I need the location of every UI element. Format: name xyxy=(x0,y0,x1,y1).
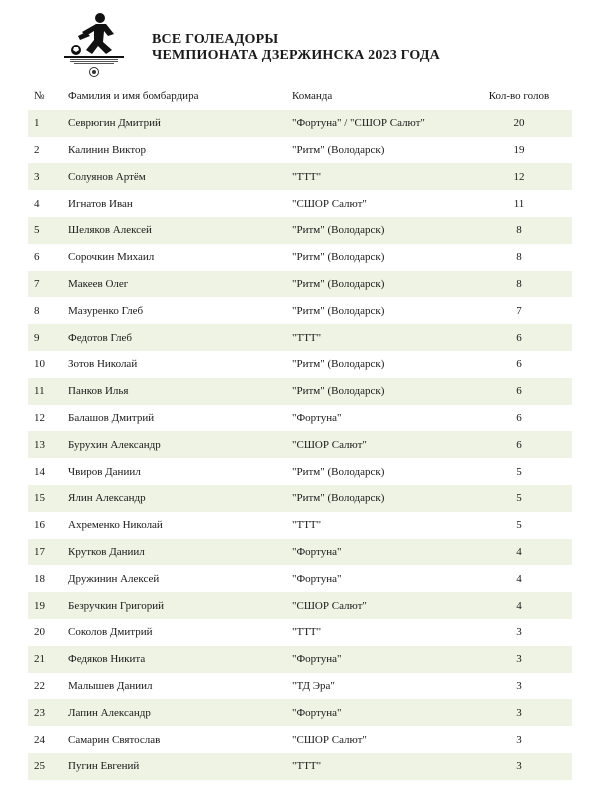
cell-team: "СШОР Салют" xyxy=(292,733,367,746)
cell-team: "Ритм" (Володарск) xyxy=(292,277,385,290)
cell-team: "ТТТ" xyxy=(292,519,322,532)
cell-team: "Фортуна" xyxy=(292,572,342,585)
table-row xyxy=(28,592,572,619)
cell-number: 10 xyxy=(34,358,45,371)
cell-team: "ТД Эра" xyxy=(292,679,335,692)
title-line-1: ВСЕ ГОЛЕАДОРЫ xyxy=(152,32,279,47)
column-header-team: Команда xyxy=(292,90,333,103)
cell-number: 23 xyxy=(34,706,45,719)
cell-scorer-name: Бурухин Александр xyxy=(68,438,161,451)
cell-scorer-name: Лапин Александр xyxy=(68,706,151,719)
cell-scorer-name: Зотов Николай xyxy=(68,358,138,371)
cell-team: "СШОР Салют" xyxy=(292,197,367,210)
page-title xyxy=(152,32,440,64)
cell-scorer-name: Чвиров Даниил xyxy=(68,465,141,478)
cell-number: 3 xyxy=(34,170,40,183)
cell-scorer-name: Самарин Святослав xyxy=(68,733,161,746)
cell-goals: 3 xyxy=(516,626,522,639)
title-line-2: ЧЕМПИОНАТА ДЗЕРЖИНСКА 2023 ГОДА xyxy=(152,48,440,63)
cell-team: "Фортуна" xyxy=(292,653,342,666)
cell-goals: 5 xyxy=(516,492,522,505)
table-row xyxy=(28,699,572,726)
cell-scorer-name: Ялин Александр xyxy=(68,492,146,505)
scorers-table xyxy=(28,83,572,780)
table-row xyxy=(28,646,572,673)
table-row xyxy=(28,217,572,244)
cell-goals: 8 xyxy=(516,251,522,264)
table-row xyxy=(28,619,572,646)
cell-goals: 3 xyxy=(516,760,522,773)
table-row xyxy=(28,512,572,539)
page-header xyxy=(56,10,576,80)
cell-scorer-name: Балашов Дмитрий xyxy=(68,411,155,424)
table-row xyxy=(28,351,572,378)
cell-scorer-name: Севрюгин Дмитрий xyxy=(68,117,161,130)
cell-scorer-name: Солуянов Артём xyxy=(68,170,146,183)
cell-goals: 4 xyxy=(516,599,522,612)
table-row xyxy=(28,405,572,432)
cell-number: 8 xyxy=(34,304,40,317)
cell-goals: 6 xyxy=(516,331,522,344)
cell-team: "Ритм" (Володарск) xyxy=(292,304,385,317)
cell-scorer-name: Федотов Глеб xyxy=(68,331,132,344)
cell-number: 1 xyxy=(34,117,40,130)
cell-scorer-name: Шеляков Алексей xyxy=(68,224,152,237)
table-row xyxy=(28,271,572,298)
cell-number: 15 xyxy=(34,492,45,505)
table-row xyxy=(28,163,572,190)
cell-scorer-name: Игнатов Иван xyxy=(68,197,133,210)
cell-team: "ТТТ" xyxy=(292,626,322,639)
cell-number: 16 xyxy=(34,519,45,532)
cell-team: "ТТТ" xyxy=(292,760,322,773)
cell-goals: 20 xyxy=(513,117,525,130)
cell-goals: 6 xyxy=(516,438,522,451)
cell-goals: 4 xyxy=(516,545,522,558)
cell-goals: 3 xyxy=(516,679,522,692)
cell-team: "Ритм" (Володарск) xyxy=(292,358,385,371)
column-header-goals: Кол-во голов xyxy=(488,90,550,103)
cell-scorer-name: Сорочкин Михаил xyxy=(68,251,155,264)
cell-number: 12 xyxy=(34,411,45,424)
cell-number: 13 xyxy=(34,438,45,451)
cell-goals: 8 xyxy=(516,224,522,237)
cell-goals: 19 xyxy=(513,143,525,156)
cell-goals: 12 xyxy=(513,170,525,183)
cell-number: 7 xyxy=(34,277,40,290)
cell-number: 20 xyxy=(34,626,45,639)
table-row xyxy=(28,458,572,485)
cell-number: 2 xyxy=(34,143,40,156)
table-row xyxy=(28,753,572,780)
cell-team: "Ритм" (Володарск) xyxy=(292,465,385,478)
table-row xyxy=(28,244,572,271)
cell-number: 21 xyxy=(34,653,45,666)
cell-number: 6 xyxy=(34,251,40,264)
cell-number: 18 xyxy=(34,572,45,585)
cell-scorer-name: Крутков Даниил xyxy=(68,545,145,558)
table-row xyxy=(28,324,572,351)
cell-number: 24 xyxy=(34,733,45,746)
cell-scorer-name: Дружинин Алексей xyxy=(68,572,160,585)
cell-scorer-name: Малышев Даниил xyxy=(68,679,153,692)
cell-number: 17 xyxy=(34,545,45,558)
cell-number: 11 xyxy=(34,385,45,398)
cell-team: "Ритм" (Володарск) xyxy=(292,143,385,156)
cell-team: "Ритм" (Володарск) xyxy=(292,251,385,264)
cell-team: "Фортуна" xyxy=(292,411,342,424)
cell-goals: 5 xyxy=(516,465,522,478)
cell-number: 25 xyxy=(34,760,45,773)
cell-number: 9 xyxy=(34,331,40,344)
cell-number: 4 xyxy=(34,197,40,210)
table-row xyxy=(28,673,572,700)
table-row xyxy=(28,190,572,217)
cell-scorer-name: Макеев Олег xyxy=(68,277,129,290)
cell-goals: 8 xyxy=(516,277,522,290)
cell-goals: 3 xyxy=(516,733,522,746)
table-row xyxy=(28,378,572,405)
football-player-logo xyxy=(56,10,132,80)
table-row xyxy=(28,110,572,137)
column-header-number: № xyxy=(34,90,45,103)
cell-scorer-name: Пугин Евгений xyxy=(68,760,140,773)
cell-team: "СШОР Салют" xyxy=(292,599,367,612)
cell-number: 14 xyxy=(34,465,45,478)
table-row xyxy=(28,297,572,324)
column-header-name: Фамилия и имя бомбардира xyxy=(68,90,199,103)
cell-team: "Фортуна" xyxy=(292,545,342,558)
cell-team: "Ритм" (Володарск) xyxy=(292,492,385,505)
table-row xyxy=(28,485,572,512)
cell-team: "ТТТ" xyxy=(292,331,322,344)
cell-goals: 3 xyxy=(516,653,522,666)
table-row xyxy=(28,565,572,592)
cell-scorer-name: Калинин Виктор xyxy=(68,143,147,156)
cell-number: 19 xyxy=(34,599,45,612)
cell-team: "Фортуна" xyxy=(292,706,342,719)
cell-scorer-name: Панков Илья xyxy=(68,385,129,398)
cell-goals: 7 xyxy=(516,304,522,317)
cell-team: "Ритм" (Володарск) xyxy=(292,224,385,237)
cell-team: "СШОР Салют" xyxy=(292,438,367,451)
cell-scorer-name: Безручкин Григорий xyxy=(68,599,164,612)
cell-number: 22 xyxy=(34,679,45,692)
cell-team: "Ритм" (Володарск) xyxy=(292,385,385,398)
cell-goals: 6 xyxy=(516,411,522,424)
cell-goals: 3 xyxy=(516,706,522,719)
cell-team: "ТТТ" xyxy=(292,170,322,183)
table-row xyxy=(28,137,572,164)
cell-scorer-name: Федяков Никита xyxy=(68,653,146,666)
table-row xyxy=(28,726,572,753)
table-row xyxy=(28,431,572,458)
cell-goals: 11 xyxy=(513,197,525,210)
cell-goals: 6 xyxy=(516,358,522,371)
cell-scorer-name: Соколов Дмитрий xyxy=(68,626,153,639)
cell-scorer-name: Мазуренко Глеб xyxy=(68,304,144,317)
table-row xyxy=(28,539,572,566)
cell-goals: 4 xyxy=(516,572,522,585)
cell-team: "Фортуна" / "СШОР Салют" xyxy=(292,117,425,130)
cell-scorer-name: Ахременко Николай xyxy=(68,519,163,532)
cell-goals: 5 xyxy=(516,519,522,532)
cell-number: 5 xyxy=(34,224,40,237)
cell-goals: 6 xyxy=(516,385,522,398)
table-header-row xyxy=(28,83,572,110)
